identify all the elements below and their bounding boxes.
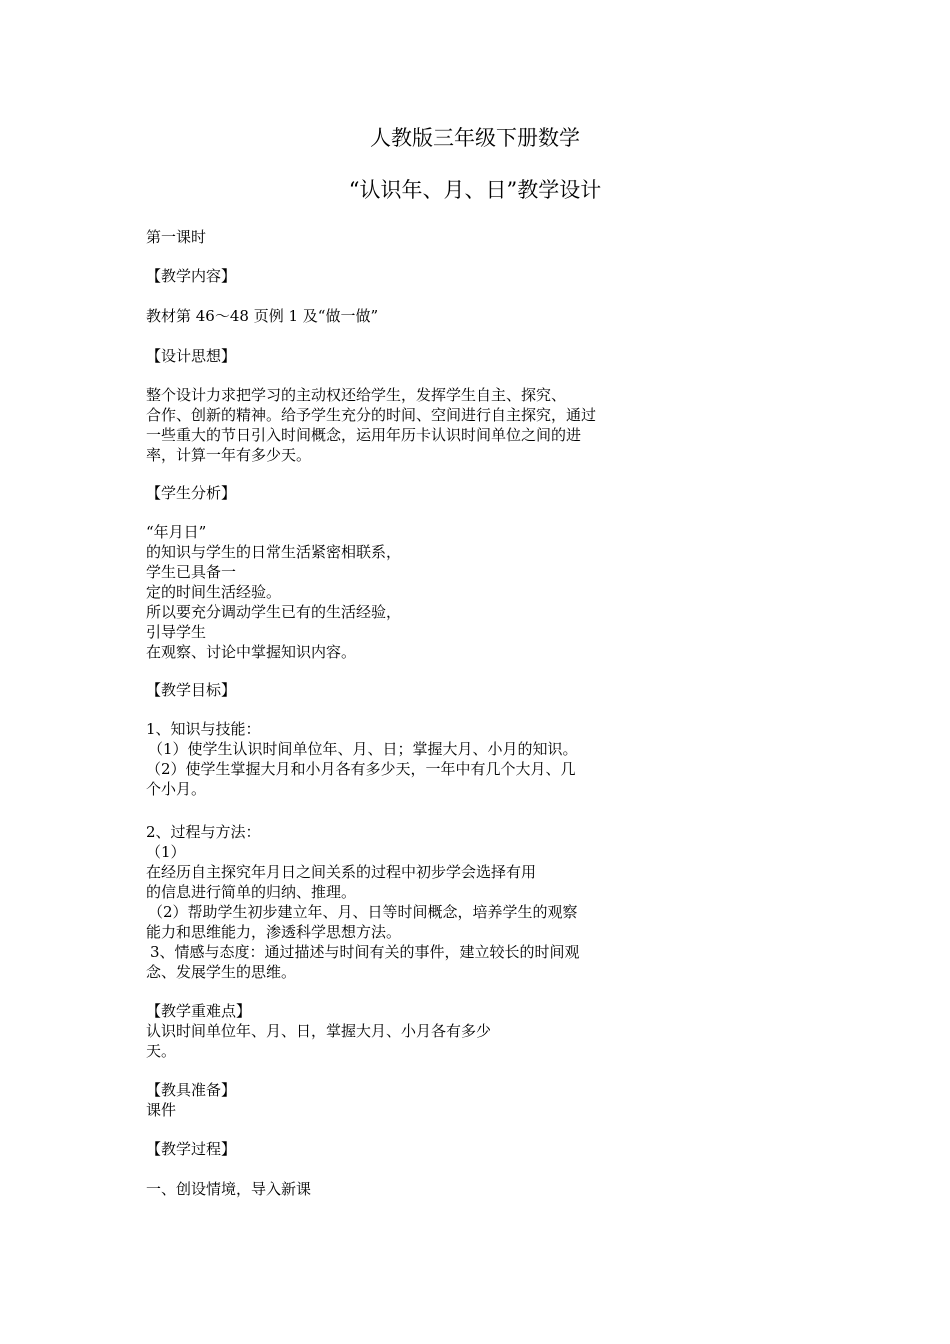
goals-line: 2、过程与方法： xyxy=(146,823,261,841)
content-heading: 【教学内容】 xyxy=(146,267,237,285)
design-heading: 【设计思想】 xyxy=(146,347,237,365)
goals-line: 的信息进行简单的归纳、推理。 xyxy=(146,883,357,901)
design-line: 率，计算一年有多少天。 xyxy=(146,446,312,464)
students-paragraph xyxy=(146,522,401,662)
keypoints-line: 天。 xyxy=(146,1042,177,1060)
goals-line: 能力和思维能力，渗透科学思想方法。 xyxy=(146,923,402,941)
goals-line: 在经历自主探究年月日之间关系的过程中初步学会选择有用 xyxy=(146,863,537,881)
students-line: 所以要充分调动学生已有的生活经验， xyxy=(146,603,402,621)
process-step1: 一、创设情境，导入新课 xyxy=(146,1180,312,1198)
goals-line: （1） xyxy=(146,843,186,861)
design-paragraph xyxy=(146,385,596,465)
process-heading: 【教学过程】 xyxy=(146,1140,237,1158)
goals-line: 3、情感与态度：通过描述与时间有关的事件，建立较长的时间观 xyxy=(150,943,580,961)
students-line: 引导学生 xyxy=(146,623,207,641)
goals-part2 xyxy=(146,822,580,982)
students-line: 在观察、讨论中掌握知识内容。 xyxy=(146,643,357,661)
lesson-label: 第一课时 xyxy=(146,228,207,246)
students-line: 定的时间生活经验。 xyxy=(146,583,282,601)
design-line: 合作、创新的精神。给予学生充分的时间、空间进行自主探究，通过 xyxy=(146,406,597,424)
students-line: 学生已具备一 xyxy=(146,563,237,581)
goals-line: 1、知识与技能： xyxy=(146,720,261,738)
goals-line: （2）使学生掌握大月和小月各有多少天，一年中有几个大月、几 xyxy=(146,760,576,778)
goals-line: （1）使学生认识时间单位年、月、日；掌握大月、小月的知识。 xyxy=(148,740,578,758)
design-line: 一些重大的节日引入时间概念，运用年历卡认识时间单位之间的进 xyxy=(146,426,582,444)
content-text: 教材第 46～48 页例 1 及“做一做” xyxy=(146,307,379,325)
tools-heading: 【教具准备】 xyxy=(146,1081,237,1099)
goals-part1 xyxy=(146,719,578,799)
keypoints-paragraph xyxy=(146,1021,491,1061)
goals-line: 个小月。 xyxy=(146,780,207,798)
students-line: “年月日” xyxy=(146,523,207,541)
document-title-line1: 人教版三年级下册数学 xyxy=(370,126,580,150)
goals-line: （2）帮助学生初步建立年、月、日等时间概念，培养学生的观察 xyxy=(148,903,578,921)
goals-heading: 【教学目标】 xyxy=(146,681,237,699)
tools-text: 课件 xyxy=(146,1101,177,1119)
goals-line: 念、发展学生的思维。 xyxy=(146,963,297,981)
keypoints-line: 认识时间单位年、月、日，掌握大月、小月各有多少 xyxy=(146,1022,492,1040)
document-title-line2: “认识年、月、日”教学设计 xyxy=(348,178,602,202)
students-heading: 【学生分析】 xyxy=(146,484,237,502)
design-line: 整个设计力求把学习的主动权还给学生，发挥学生自主、探究、 xyxy=(146,386,567,404)
keypoints-heading: 【教学重难点】 xyxy=(146,1002,252,1020)
students-line: 的知识与学生的日常生活紧密相联系， xyxy=(146,543,402,561)
